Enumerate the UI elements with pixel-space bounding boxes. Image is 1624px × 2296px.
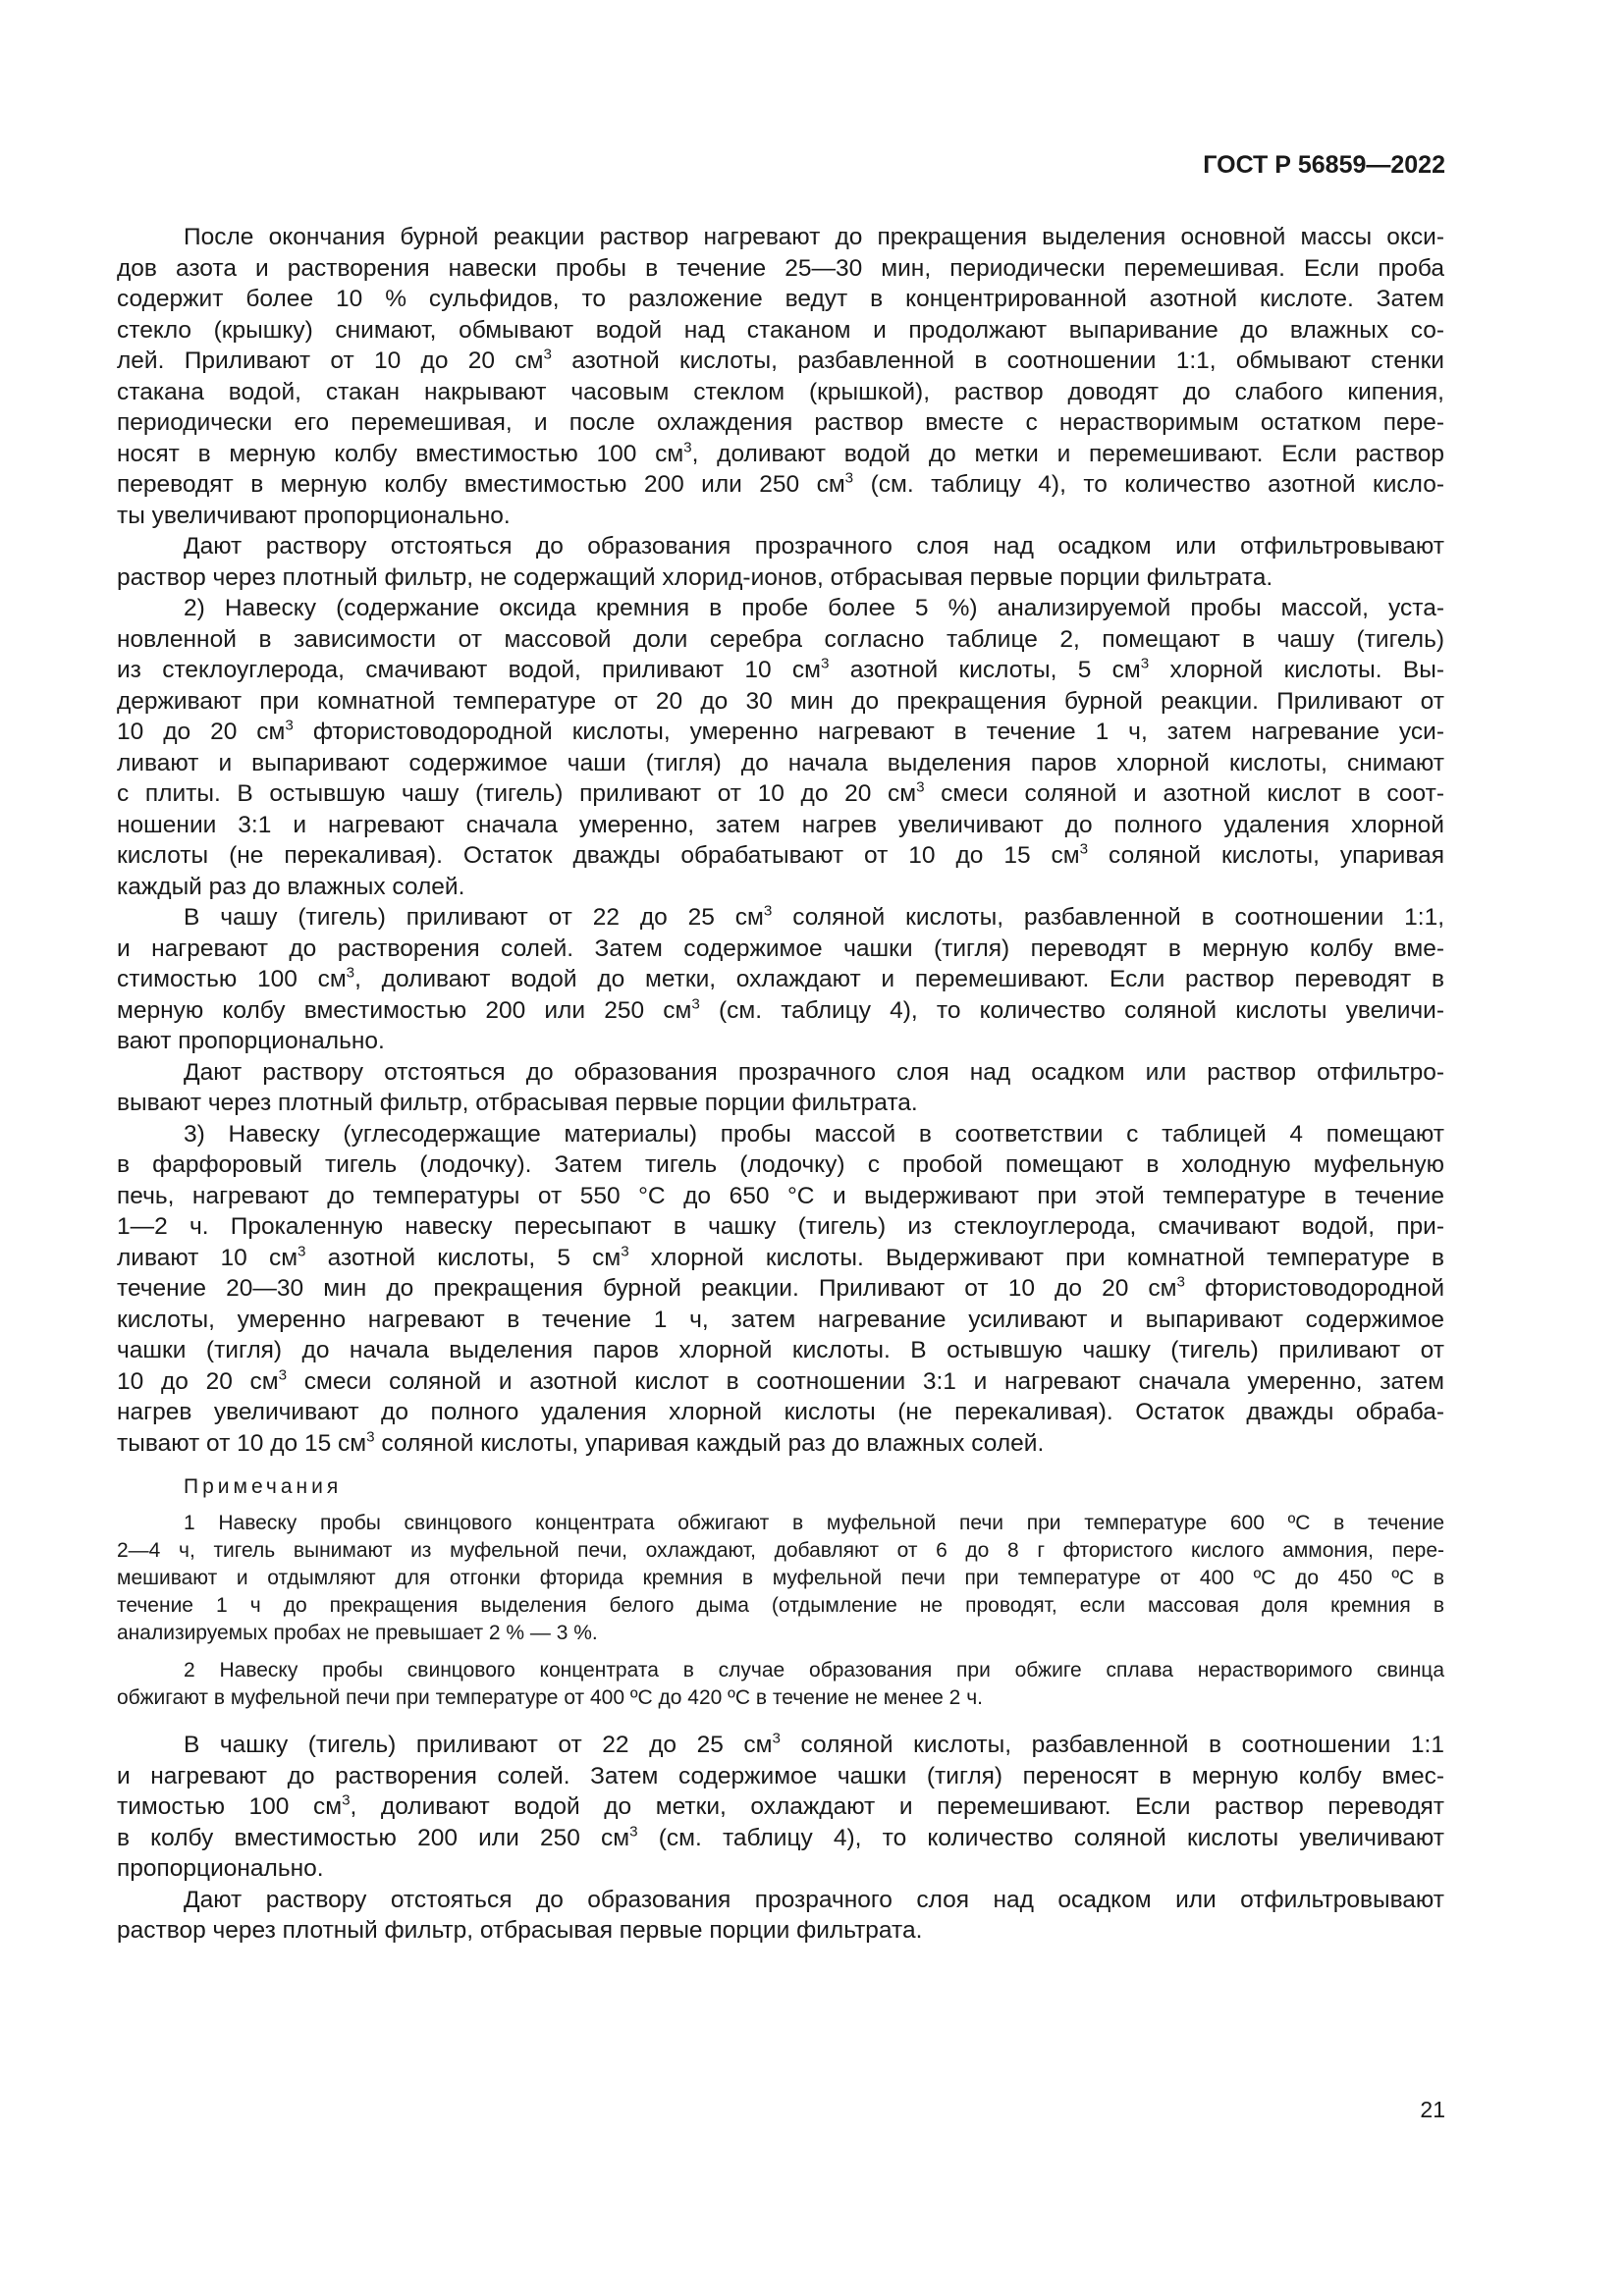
superscript: 3 [629,1823,638,1841]
paragraph [117,1119,1444,1460]
superscript: 3 [691,995,700,1013]
paragraph [117,531,1444,593]
text-line: стимостью 100 $см^3$, доливают водой до метки, охлаждают и перемешивают. Если раствор переводят в [117,964,1444,992]
text-line: лей. Приливают от 10 до 20 $см^3$ азотной кислоты, разбавленной в соотношении 1:1, обмывают стенки [117,346,1444,374]
note-line: мешивают и отдымляют для отгонки фторида кремния в муфельной печи при температуре от 400 ºС до 450 ºС в [117,1567,1444,1589]
text-line: дов азота и растворения навески пробы в течение 25—30 мин, периодически перемешивая. Если проба [117,254,1444,282]
note-line: анализируемых пробах не превышает 2 % — 3 %. [117,1622,598,1644]
note [117,1510,1444,1647]
text-line: мерную колбу вместимостью 200 или 250 $см^3$ (см. таблицу 4), то количество соляной кислоты увеличи- [117,995,1444,1024]
superscript: 3 [621,1243,629,1260]
note [117,1657,1444,1712]
text-line: ливают и выпаривают содержимое чаши (тигля) до начала выделения паров хлорной кислоты, снимают [117,749,1444,776]
text-line: После окончания бурной реакции раствор нагревают до прекращения выделения основной массы окси- [184,224,1444,250]
text-line: кислоты (не перекаливая). Остаток дважды обрабатывают от 10 до 15 $см^3$ соляной кислоты, упаривая [117,840,1444,869]
superscript: 3 [1176,1273,1185,1291]
text-line: и нагревают до растворения солей. Затем содержимое чашки (тигля) переводят в мерную колбу вме- [117,934,1444,962]
text-line: ношении 3:1 и нагревают сначала умеренно, затем нагрев увеличивают до полного удаления хлорной [117,811,1444,838]
text-line: держивают при комнатной температуре от 20 до 30 мин до прекращения бурной реакции. Приливают от [117,687,1444,715]
text-line: вают пропорционально. [117,1028,385,1054]
superscript: 3 [683,439,692,456]
superscript: 3 [278,1366,288,1384]
paragraph [117,1885,1444,1947]
text-line: кислоты, умеренно нагревают в течение 1 ч, затем нагревание усиливают и выпаривают содержимое [117,1306,1444,1333]
text-line: с плиты. В остывшую чашу (тигель) приливают от 10 до 20 $см^3$ смеси соляной и азотной кислот в соот- [117,778,1444,807]
superscript: 3 [346,964,355,982]
paragraph [117,1057,1444,1119]
text-line: стакана водой, стакан накрывают часовым стеклом (крышкой), раствор доводят до слабого кипения, [117,378,1444,405]
note-line: течение 1 ч до прекращения выделения белого дыма (отдымление не проводят, если массовая доля кремния в [117,1594,1444,1617]
superscript: 3 [342,1791,351,1809]
text-line: вывают через плотный фильтр, отбрасывая первые порции фильтрата. [117,1090,918,1116]
text-line: течение 20—30 мин до прекращения бурной реакции. Приливают от 10 до 20 $см^3$ фтористоводородной [117,1273,1445,1302]
text-line: нагрев увеличивают до полного удаления хлорной кислоты (не перекаливая). Остаток дважды обраба- [117,1399,1444,1425]
text-line: В чашу (тигель) приливают от 22 до 25 $см^3$ соляной кислоты, разбавленной в соотношении 1:1, [184,902,1444,931]
note-line: 1 Навеску пробы свинцового концентрата обжигают в муфельной печи при температуре 600 ºС в течение [184,1512,1444,1534]
superscript: 3 [772,1730,781,1747]
text-line: В чашку (тигель) приливают от 22 до 25 $см^3$ соляной кислоты, разбавленной в соотношении 1:1 [184,1730,1444,1758]
paragraph [117,902,1444,1057]
superscript: 3 [1140,655,1150,672]
text-line: 10 до 20 $см^3$ фтористоводородной кислоты, умеренно нагревают в течение 1 ч, затем нагревание уси- [117,717,1444,745]
text-line: ливают 10 $см^3$ азотной кислоты, 5 $см^3$ хлорной кислоты. Выдерживают при комнатной температуре в [117,1243,1444,1271]
text-line: 1—2 ч. Прокаленную навеску пересыпают в чашку (тигель) из стеклоуглерода, смачивают водой, при- [117,1213,1444,1240]
text-line: носят в мерную колбу вместимостью 100 $см^3$, доливают водой до метки и перемешивают. Если раствор [117,439,1444,467]
text-line: в фарфоровый тигель (лодочку). Затем тигель (лодочку) с пробой помещают в холодную муфельную [117,1151,1444,1178]
text-line: Дают раствору отстояться до образования прозрачного слоя над осадком или отфильтровывают [184,1886,1444,1913]
text-line: пропорционально. [117,1855,324,1882]
text-line: переводят в мерную колбу вместимостью 200 или 250 $см^3$ (см. таблицу 4), то количество азотной кисло- [117,469,1444,498]
superscript: 3 [543,346,552,363]
superscript: 3 [298,1243,306,1260]
text-line: содержит более 10 % сульфидов, то разложение ведут в концентрированной азотной кислоте. Затем [117,286,1444,312]
paragraph [117,222,1444,531]
superscript: 3 [763,902,773,920]
superscript: 3 [285,717,294,734]
text-line: из стеклоуглерода, смачивают водой, приливают 10 $см^3$ азотной кислоты, 5 $см^3$ хлорной кислоты. Вы- [117,655,1444,683]
superscript: 3 [821,655,830,672]
text-line: печь, нагревают до температуры от 550 °С до 650 °С и выдерживают при этой температуре в течение [117,1182,1444,1209]
page-body [117,222,1444,1947]
superscript: 3 [916,778,925,796]
text-line: раствор через плотный фильтр, отбрасывая первые порции фильтрата. [117,1917,923,1944]
note-line: 2—4 ч, тигель вынимают из муфельной печи, охлаждают, добавляют от 6 до 8 г фтористого кислого аммония, пере- [117,1539,1444,1562]
text-line: 2) Навеску (содержание оксида кремния в пробе более 5 %) анализируемой пробы массой, уста- [184,595,1444,621]
note-line: 2 Навеску пробы свинцового концентрата в случае образования при обжиге сплава нерастворимого свинца [184,1659,1444,1682]
note-gap [117,1647,1444,1657]
text-line: Дают раствору отстояться до образования прозрачного слоя над осадком или отфильтровывают [184,533,1444,560]
page-number: 21 [1420,2097,1445,2122]
document-header: ГОСТ Р 56859—2022 [1203,151,1445,179]
text-line: 10 до 20 $см^3$ смеси соляной и азотной кислот в соотношении 3:1 и нагревают сначала умеренно, затем [117,1366,1444,1395]
text-line: ты увеличивают пропорционально. [117,502,511,529]
text-line: раствор через плотный фильтр, не содержащий хлорид-ионов, отбрасывая первые порции фильтрата. [117,563,1273,591]
paragraph [117,593,1444,902]
paragraph [117,1730,1444,1885]
text-line: чашки (тигля) до начала выделения паров хлорной кислоты. В остывшую чашку (тигель) приливают от [117,1337,1444,1363]
text-line: тимостью 100 $см^3$, доливают водой до метки, охлаждают и перемешивают. Если раствор переводят [117,1791,1445,1820]
text-line: 3) Навеску (углесодержащие материалы) пробы массой в соответствии с таблицей 4 помещают [184,1120,1444,1148]
text-line: Дают раствору отстояться до образования прозрачного слоя над осадком или раствор отфильтро- [184,1058,1444,1086]
note-line: обжигают в муфельной печи при температуре от 400 ºС до 420 ºС в течение не менее 2 ч. [117,1686,983,1709]
text-line: тывают от 10 до 15 $см^3$ соляной кислоты, упаривая каждый раз до влажных солей. [117,1428,1045,1457]
text-line: стекло (крышку) снимают, обмывают водой над стаканом и продолжают выпаривание до влажных со- [117,316,1444,344]
text-line: каждый раз до влажных солей. [117,873,465,900]
superscript: 3 [366,1428,375,1446]
text-line: периодически его перемешивая, и после охлаждения раствор вместе с нерастворимым остатком пере- [117,409,1444,436]
text-line: новленной в зависимости от массовой доли серебра согласно таблице 2, помещают в чашу (тигель) [117,625,1444,653]
superscript: 3 [1079,840,1089,858]
text-line: и нагревают до растворения солей. Затем содержимое чашки (тигля) переносят в мерную колбу вмес- [117,1762,1444,1789]
superscript: 3 [844,469,854,487]
text-line: в колбу вместимостью 200 или 250 $см^3$ (см. таблицу 4), то количество соляной кислоты увеличивают [117,1823,1444,1851]
notes-title: Примечания [184,1475,343,1498]
